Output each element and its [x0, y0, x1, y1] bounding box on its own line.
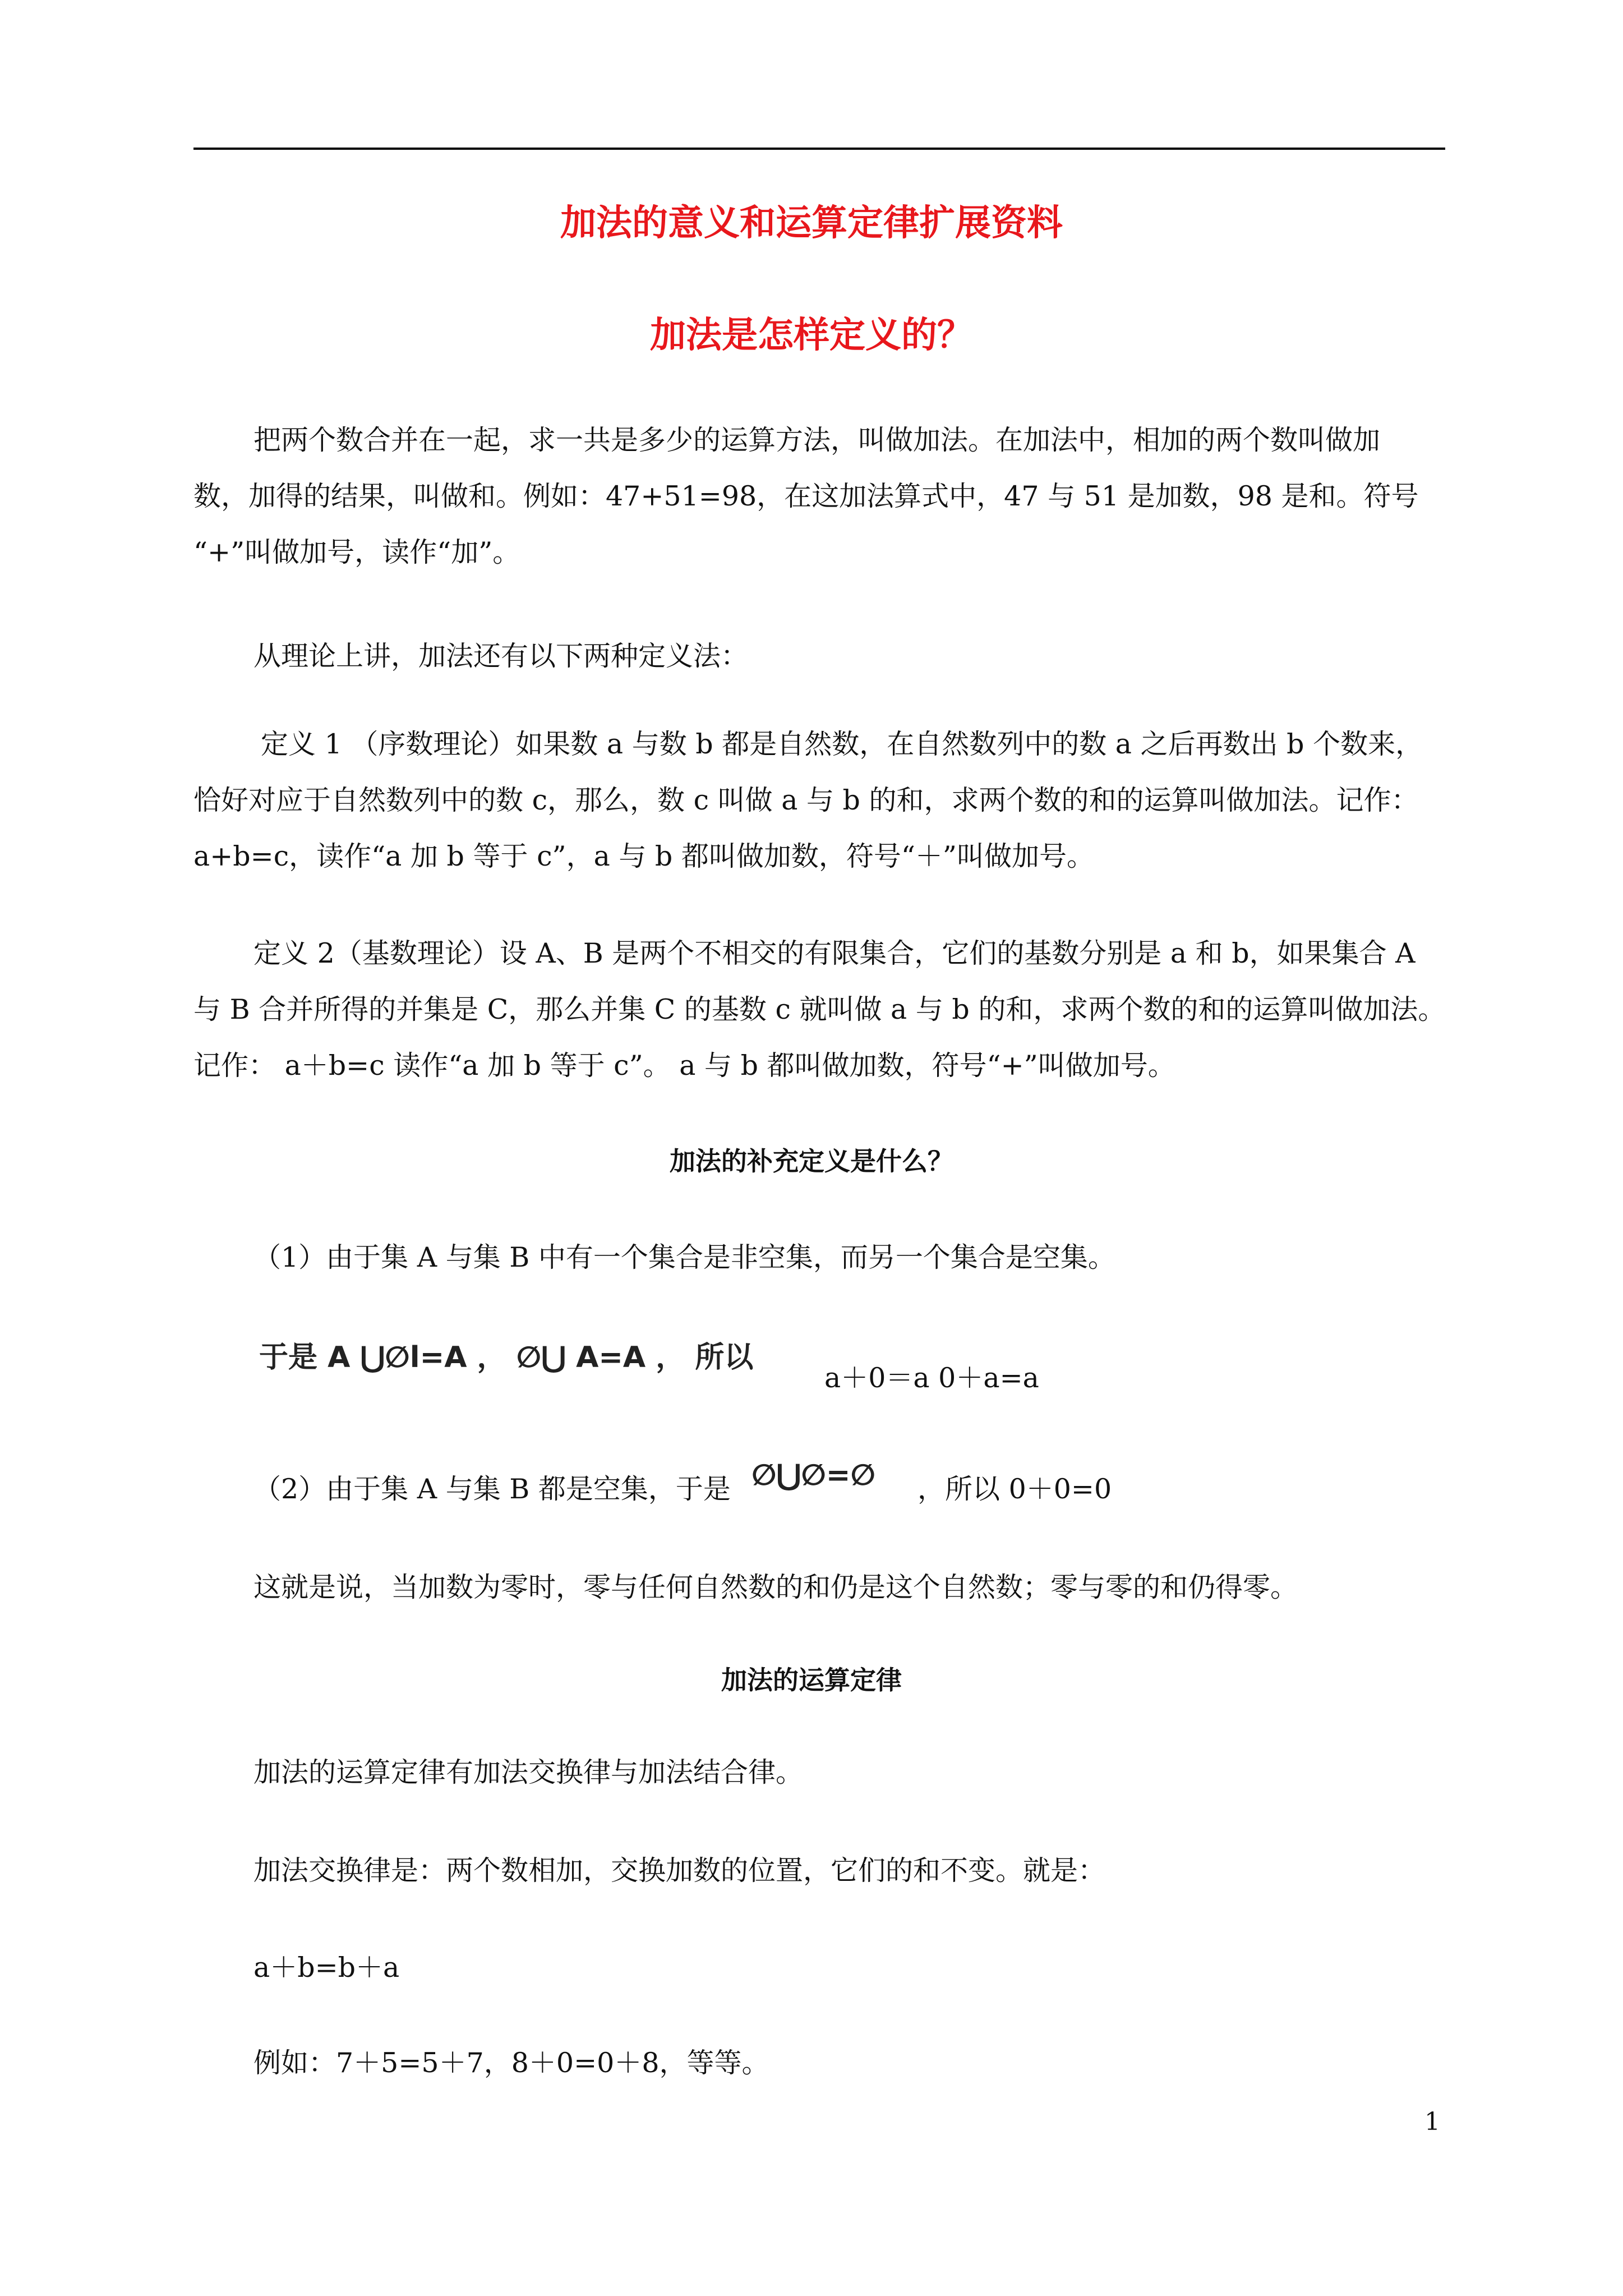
supp-conclusion: 这就是说，当加数为零时，零与任何自然数的和仍是这个自然数；零与零的和仍得零。	[253, 1571, 1298, 1603]
def2-line3: 记作： a＋b=c 读作“a 加 b 等于 c”。 a 与 b 都叫做加数，符号“+”叫做加号。	[193, 1050, 1175, 1082]
supp2-prefix: （2）由于集 A 与集 B 都是空集，于是	[253, 1473, 731, 1505]
def1-line2: 恰好对应于自然数列中的数 c，那么，数 c 叫做 a 与 b 的和，求两个数的和的运算叫做加法。记作：	[193, 784, 1419, 816]
commutative-formula: a＋b=b＋a	[253, 1952, 400, 1984]
document-subtitle: 加法是怎样定义的？	[650, 314, 973, 356]
commutative-law: 加法交换律是：两个数相加，交换加数的位置，它们的和不变。就是：	[253, 1855, 1106, 1887]
supp2-set-formula-image: ∅⋃∅=∅	[751, 1458, 875, 1492]
def2-line1: 定义 2（基数理论）设 A、B 是两个不相交的有限集合，它们的基数分别是 a 和 b，如果集合 A	[253, 937, 1415, 969]
supp1-set-formula-image: 于是 A ⋃∅l=A ， ∅⋃ A=A ， 所以	[259, 1341, 754, 1374]
laws-intro: 加法的运算定律有加法交换律与加法结合律。	[253, 1756, 804, 1788]
heading-supplement: 加法的补充定义是什么？	[670, 1146, 953, 1176]
para1-line3: “+”叫做加号，读作“加”。	[193, 536, 520, 568]
para1-line2: 数，加得的结果，叫做和。例如：47+51=98，在这加法算式中，47 与 51 是加数，98 是和。符号	[193, 480, 1419, 512]
header-rule	[193, 148, 1445, 150]
heading-laws: 加法的运算定律	[721, 1665, 902, 1695]
para2: 从理论上讲，加法还有以下两种定义法：	[253, 640, 749, 672]
supp1-text: （1）由于集 A 与集 B 中有一个集合是非空集，而另一个集合是空集。	[253, 1241, 1115, 1273]
example: 例如：7＋5=5＋7，8＋0=0＋8，等等。	[253, 2047, 769, 2079]
def1-line1: 定义 1 （序数理论）如果数 a 与数 b 都是自然数，在自然数列中的数 a 之后再数出 b 个数来，	[261, 728, 1423, 760]
page-number: 1	[1424, 2108, 1440, 2136]
def2-line2: 与 B 合并所得的并集是 C，那么并集 C 的基数 c 就叫做 a 与 b 的和，求两个数的和的运算叫做加法。	[193, 993, 1446, 1025]
supp2-suffix: ，所以 0＋0=0	[917, 1473, 1112, 1505]
para1-line1: 把两个数合并在一起，求一共是多少的运算方法，叫做加法。在加法中，相加的两个数叫做加	[253, 424, 1381, 456]
supp1-formula: a＋0＝a 0＋a=a	[824, 1362, 1039, 1394]
document-title: 加法的意义和运算定律扩展资料	[560, 202, 1063, 244]
def1-line3: a+b=c，读作“a 加 b 等于 c”，a 与 b 都叫做加数，符号“＋”叫做加号。	[193, 840, 1094, 872]
